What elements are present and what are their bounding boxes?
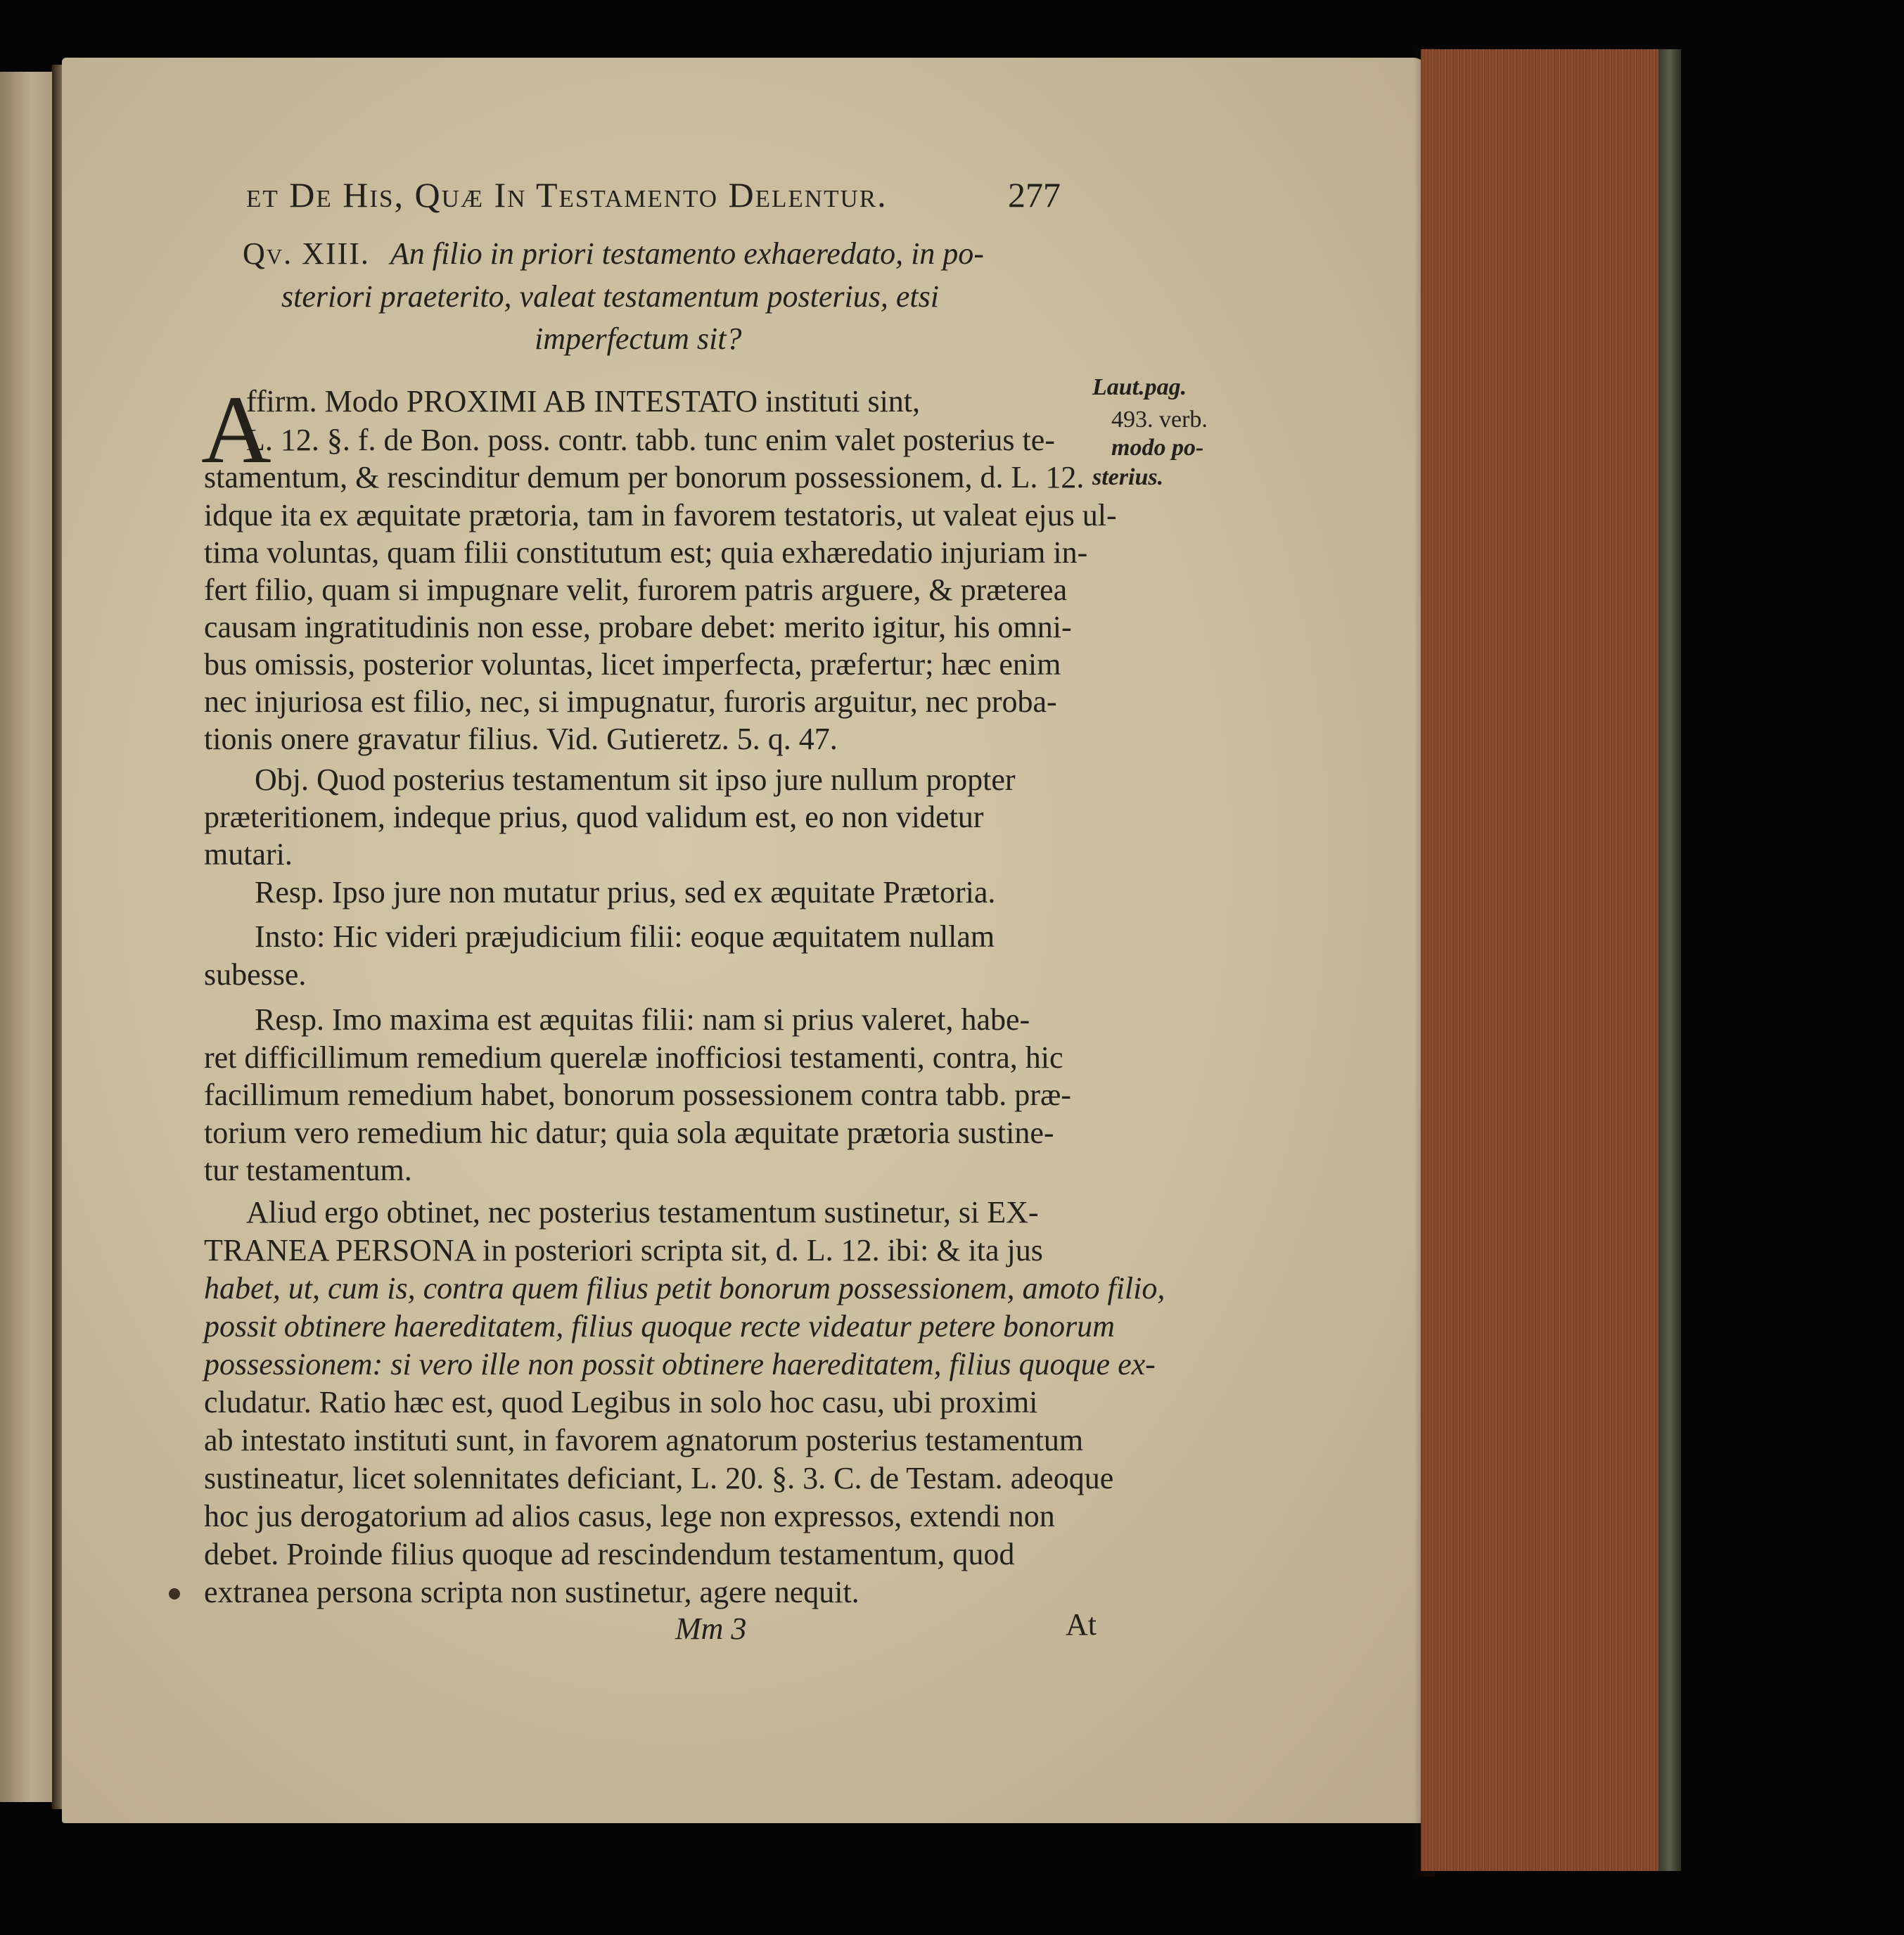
catchword: At [1066, 1607, 1097, 1642]
question-title-line-3: imperfectum sit? [535, 321, 742, 356]
body-line: stamentum, & rescinditur demum per bonorum possessionem, d. L. 12. [204, 460, 1085, 494]
body-line: debet. Proinde filius quoque ad rescindendum testamentum, quod [204, 1537, 1015, 1571]
margin-note-line-4: sterius. [1092, 464, 1164, 490]
ink-speck [169, 1588, 180, 1599]
margin-note-line-2: 493. verb. [1111, 407, 1208, 433]
drop-cap: A [201, 376, 271, 483]
body-line: possessionem: si vero ille non possit obtinere haereditatem, filius quoque ex- [204, 1347, 1156, 1381]
margin-note-line-1: Laut.pag. [1092, 374, 1187, 400]
body-line: cludatur. Ratio hæc est, quod Legibus in solo hoc casu, ubi proximi [204, 1385, 1038, 1419]
question-title-line-1-text: An filio in priori testamento exhaeredato, in po- [390, 236, 984, 271]
page-number: 277 [1008, 175, 1061, 215]
body-line: tur testamentum. [204, 1153, 412, 1187]
body-line: mutari. [204, 837, 293, 871]
body-line: Obj. Quod posterius testamentum sit ipso jure nullum propter [255, 762, 1016, 797]
body-line: subesse. [204, 957, 307, 992]
running-head [246, 174, 1061, 215]
question-label: Qv. XIII. [243, 236, 370, 271]
body-line: ffirm. Modo PROXIMI AB INTESTATO instituti sint, [246, 384, 921, 419]
body-line: Resp. Imo maxima est æquitas filii: nam si prius valeret, habe- [255, 1002, 1030, 1037]
signature-mark: Mm 3 [675, 1611, 747, 1646]
body-line: Resp. Ipso jure non mutatur prius, sed ex æquitate Prætoria. [255, 875, 996, 909]
body-line: hoc jus derogatorium ad alios casus, lege non expressos, extendi non [204, 1499, 1055, 1533]
book-edge-pages [1421, 49, 1681, 1871]
body-line: nec injuriosa est filio, nec, si impugnatur, furoris arguitur, nec proba- [204, 684, 1057, 719]
body-line: ret difficillimum remedium querelæ inofficiosi testamenti, contra, hic [204, 1040, 1063, 1075]
body-line: causam ingratitudinis non esse, probare debet: merito igitur, his omni- [204, 610, 1072, 644]
body-line: extranea persona scripta non sustinetur, agere nequit. [204, 1575, 860, 1609]
question-title-line-1 [243, 236, 984, 272]
body-line: sustineatur, licet solennitates deficiant, L. 20. §. 3. C. de Testam. adeoque [204, 1461, 1114, 1495]
body-line: L. 12. §. f. de Bon. poss. contr. tabb. tunc enim valet posterius te- [246, 423, 1055, 457]
body-line: præteritionem, indeque prius, quod validum est, eo non videtur [204, 800, 984, 834]
margin-note-line-3: modo po- [1111, 435, 1204, 461]
body-line: tima voluntas, quam filii constitutum est; quia exhæredatio injuriam in- [204, 535, 1088, 570]
running-head-text: et De His, Quæ In Testamento Delentur. [246, 175, 888, 215]
body-line: Aliud ergo obtinet, nec posterius testamentum sustinetur, si EX- [246, 1195, 1039, 1230]
body-line: possit obtinere haereditatem, filius quoque recte videatur petere bonorum [204, 1309, 1115, 1343]
previous-page-edge [0, 72, 56, 1802]
question-title-line-2: steriori praeterito, valeat testamentum posterius, etsi [281, 279, 939, 314]
body-line: fert filio, quam si impugnare velit, furorem patris arguere, & præterea [204, 573, 1068, 607]
body-line: torium vero remedium hic datur; quia sola æquitate prætoria sustine- [204, 1116, 1054, 1150]
body-line: habet, ut, cum is, contra quem filius petit bonorum possessionem, amoto filio, [204, 1271, 1165, 1305]
body-line: bus omissis, posterior voluntas, licet imperfecta, præfertur; hæc enim [204, 647, 1061, 682]
body-line: idque ita ex æquitate prætoria, tam in favorem testatoris, ut valeat ejus ul- [204, 498, 1117, 532]
body-line: TRANEA PERSONA in posteriori scripta sit, d. L. 12. ibi: & ita jus [204, 1233, 1043, 1267]
body-line: tionis onere gravatur filius. Vid. Gutieretz. 5. q. 47. [204, 722, 838, 756]
body-line: Insto: Hic videri præjudicium filii: eoque æquitatem nullam [255, 919, 995, 954]
body-line: facillimum remedium habet, bonorum possessionem contra tabb. præ- [204, 1078, 1071, 1112]
body-line: ab intestato instituti sunt, in favorem agnatorum posterius testamentum [204, 1423, 1084, 1457]
